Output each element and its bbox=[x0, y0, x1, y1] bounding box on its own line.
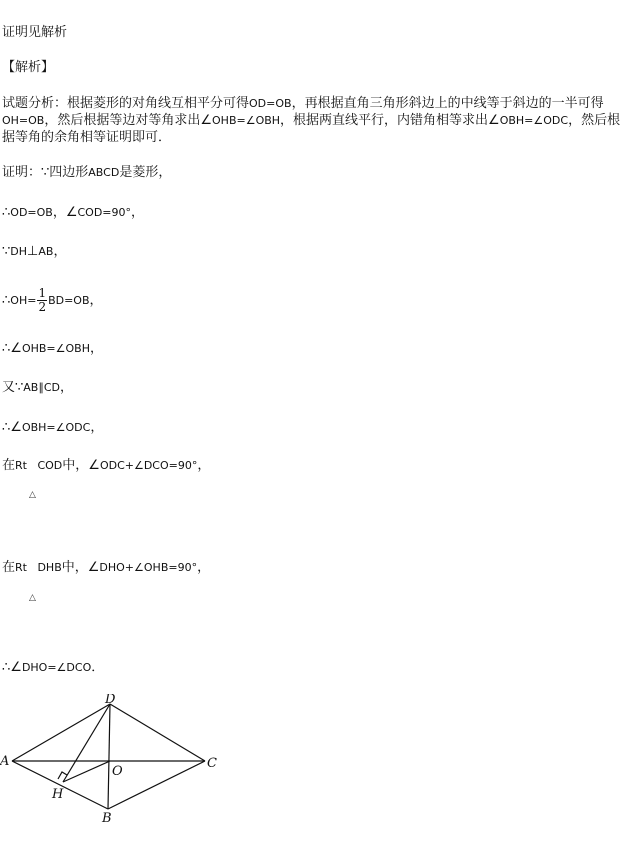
proof-line-7 bbox=[2, 419, 103, 437]
label-b: B bbox=[102, 811, 112, 826]
proof-3-text-e: ， bbox=[53, 244, 67, 259]
therefore-angle-symbol: ∴∠ bbox=[2, 341, 22, 356]
therefore-symbol: ∴ bbox=[2, 293, 11, 308]
proof-1-text-c: 是菱形， bbox=[119, 165, 172, 180]
label-c: C bbox=[207, 756, 217, 771]
proof-line-5 bbox=[2, 340, 103, 358]
therefore-symbol: ∴ bbox=[2, 205, 11, 220]
proof-line-2 bbox=[2, 204, 144, 222]
segment-dh bbox=[63, 704, 110, 782]
proof-4-eq-b: BD=OB bbox=[48, 294, 90, 307]
therefore-angle-symbol: ∴∠ bbox=[2, 420, 22, 435]
label-a: A bbox=[0, 754, 10, 769]
fraction-numerator: 1 bbox=[38, 286, 47, 300]
segment-ho bbox=[63, 761, 110, 782]
rhombus-figure bbox=[0, 694, 240, 834]
proof-10-text-c: ． bbox=[91, 660, 105, 675]
proof-2-eq-a: OD=OB bbox=[10, 206, 53, 219]
proof-8-text-c: 中，∠ bbox=[62, 458, 100, 473]
proof-4-text-d: ， bbox=[89, 293, 103, 308]
fraction-denominator: 2 bbox=[38, 300, 47, 314]
proof-2-text-e: ， bbox=[131, 205, 145, 220]
proof-10-eq: DHO=∠DCO bbox=[21, 661, 92, 674]
answer-line bbox=[2, 24, 67, 42]
section-label-text: 【解析】 bbox=[2, 60, 55, 75]
diagonal-db bbox=[108, 704, 110, 809]
edge-ad bbox=[12, 704, 110, 761]
perpendicular-symbol: ⊥ bbox=[27, 244, 39, 259]
proof-9-triangle: Rt DHB bbox=[15, 561, 62, 574]
answer-text: 证明见解析 bbox=[2, 25, 68, 40]
label-h: H bbox=[52, 787, 64, 802]
proof-8-text-e: ， bbox=[197, 458, 211, 473]
proof-8-eq: ODC+∠DCO=90° bbox=[99, 459, 198, 472]
analysis-text-1: 试题分析：根据菱形的对角线互相平分可得 bbox=[2, 96, 250, 111]
proof-line-6 bbox=[2, 379, 73, 397]
proof-6-text-c: ， bbox=[60, 380, 74, 395]
because-symbol: ∵ bbox=[2, 244, 11, 259]
triangle-icon: △ bbox=[29, 593, 36, 603]
analysis-text-3: ，然后根据等边对等角求出∠ bbox=[44, 113, 213, 128]
proof-2-text-c: ，∠ bbox=[52, 205, 78, 220]
proof-line-1 bbox=[2, 164, 171, 182]
proof-8-triangle: Rt COD bbox=[15, 459, 63, 472]
analysis-text-5: ，然后根据等角的余角相等证明即可． bbox=[2, 113, 621, 145]
section-label bbox=[2, 59, 54, 77]
proof-1-text-a: 证明：∵四边形 bbox=[2, 165, 89, 180]
proof-8-text-a: 在 bbox=[2, 458, 16, 473]
label-d: D bbox=[105, 694, 116, 707]
proof-5-eq: OHB=∠OBH bbox=[21, 342, 90, 355]
edge-dc bbox=[110, 704, 205, 761]
analysis-paragraph bbox=[2, 95, 628, 146]
proof-4-eq-a: OH= bbox=[10, 294, 37, 307]
triangle-icon: △ bbox=[29, 490, 36, 500]
one-half-fraction bbox=[37, 287, 47, 314]
proof-9-text-a: 在 bbox=[2, 560, 16, 575]
proof-7-eq: OBH=∠ODC bbox=[21, 421, 91, 434]
proof-5-text-c: ， bbox=[89, 341, 103, 356]
proof-7-text-c: ， bbox=[90, 420, 104, 435]
label-o: O bbox=[112, 764, 123, 779]
analysis-text-2: ，再根据直角三角形斜边上的中线等于斜边的一半可得 bbox=[291, 96, 604, 111]
therefore-angle-symbol: ∴∠ bbox=[2, 660, 22, 675]
analysis-eq-4: OBH=∠ODC bbox=[499, 114, 569, 127]
analysis-eq-3: OHB=∠OBH bbox=[212, 114, 281, 127]
proof-3-seg-a: DH bbox=[10, 245, 28, 258]
analysis-eq-1: OD=OB bbox=[249, 97, 292, 110]
proof-line-8 bbox=[2, 457, 210, 475]
proof-9-text-c: 中，∠ bbox=[61, 560, 100, 575]
proof-9-text-e: ， bbox=[197, 560, 211, 575]
proof-line-9 bbox=[2, 559, 210, 577]
analysis-eq-2: OH=OB bbox=[2, 114, 45, 127]
proof-6-text-a: 又∵ bbox=[2, 380, 24, 395]
proof-line-10 bbox=[2, 659, 104, 677]
proof-line-3 bbox=[2, 243, 66, 261]
proof-3-seg-b: AB bbox=[38, 245, 54, 258]
proof-9-eq: DHO+∠OHB=90° bbox=[99, 561, 198, 574]
proof-6-parallel: AB∥CD bbox=[23, 381, 61, 394]
proof-line-4 bbox=[2, 284, 103, 318]
proof-1-quad-name: ABCD bbox=[88, 166, 120, 179]
proof-2-eq-b: COD=90° bbox=[77, 206, 132, 219]
analysis-text-4: ，根据两直线平行，内错角相等求出∠ bbox=[280, 113, 500, 128]
